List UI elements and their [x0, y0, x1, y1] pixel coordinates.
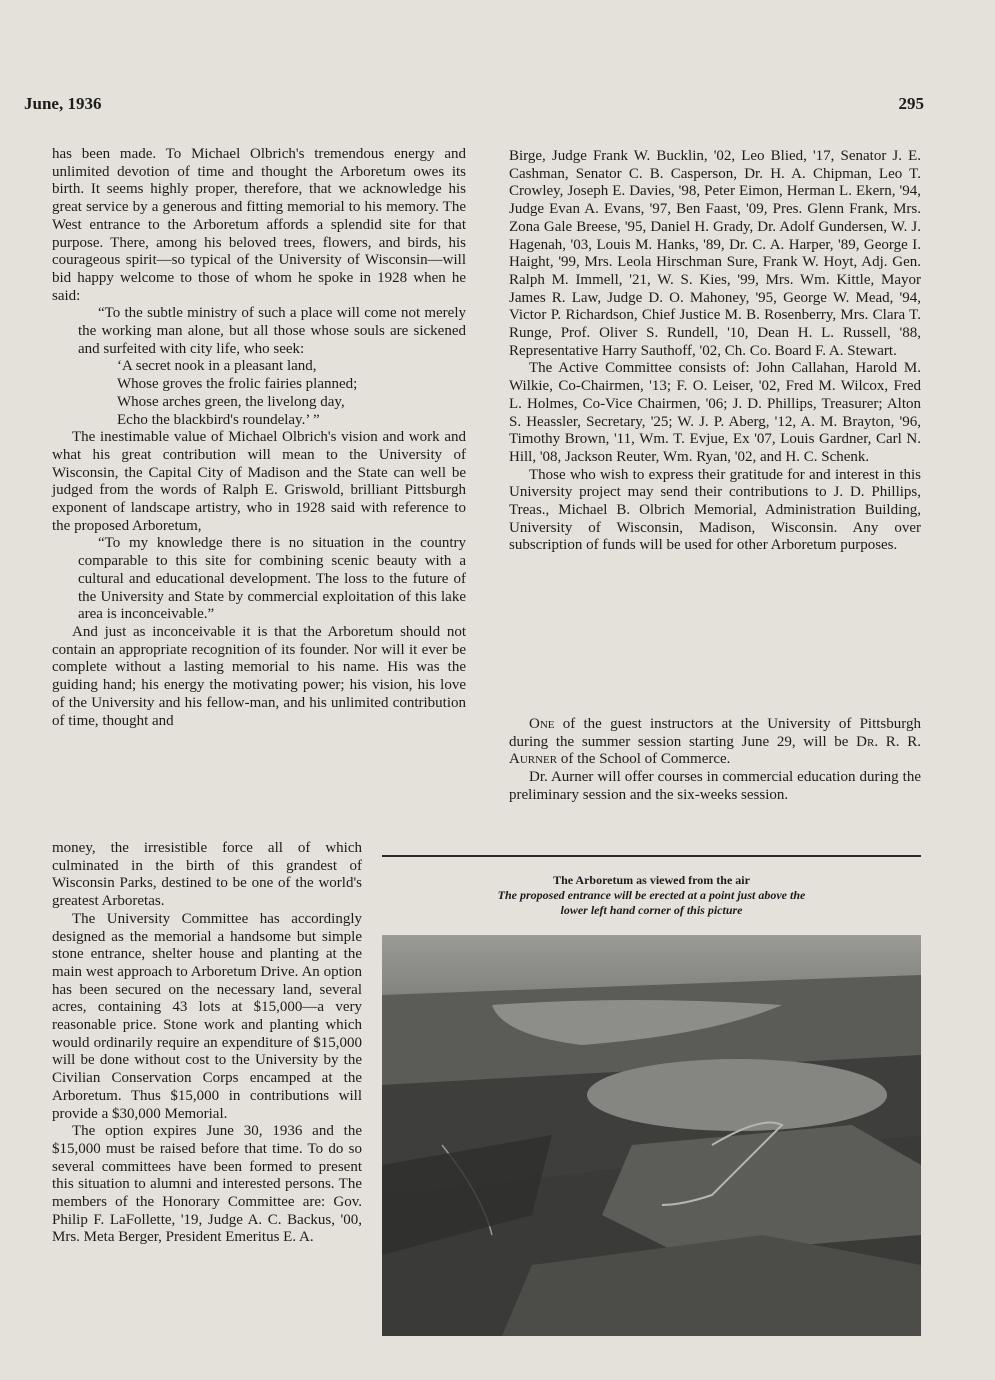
- aerial-photo-arboretum: [382, 935, 921, 1336]
- verse-line: ‘A secret nook in a pleasant land,: [117, 358, 317, 375]
- paragraph: The option expires June 30, 1936 and the $15,000 must be raised before that time. To do so several committees have been formed to present this situation to alumni and interested persons. The members of the Honorary Committee are: Gov. Philip F. LaFollette, '19, Judge A. C. Backus, '00, Mrs. Meta Berger, President Emeritus E. A.: [52, 1123, 362, 1246]
- page-number: 295: [898, 94, 924, 113]
- photo-caption: [382, 873, 921, 918]
- left-column-bottom: [52, 840, 362, 1247]
- left-column-top: [52, 146, 466, 730]
- page-header: [24, 94, 924, 118]
- guest-instructor-notice: [509, 716, 921, 805]
- verse-line: Echo the blackbird's roundelay.’ ”: [117, 411, 320, 428]
- paragraph: The inestimable value of Michael Olbrich's vision and work and what his great contribution will mean to the University of Wisconsin, the Capital City of Madison and the State can well be judged from the words of Ralph E. Griswold, brilliant Pittsburgh exponent of landscape artistry, who in 1928 said with reference to the proposed Arboretum,: [52, 429, 466, 534]
- paragraph: The Active Committee consists of: John Callahan, Harold M. Wilkie, Co-Chairmen, '13; F. O. Leiser, '02, Fred M. Wilcox, Fred L. Holmes, Co-Vice Chairmen, '06; J. D. Phillips, Treasurer; Alton S. Heassler, Secretary, '25; W. J. P. Aberg, '12, A. M. Brayton, '96, Timothy Brown, '11, Wm. T. Evjue, Ex '07, Louis Gardner, Carl N. Hill, '08, Jackson Reuter, Wm. Ryan, '02, and H. C. Schenk.: [509, 360, 921, 465]
- paragraph: The University Committee has accordingly designed as the memorial a handsome but simple stone entrance, shelter house and planting at the main west approach to Arboretum Drive. An option has been secured on the necessary land, several acres, containing 43 lots at $15,000—a very reasonable price. Stone work and planting which would ordinarily require an expenditure of $15,000 will be done without cost to the University by the Civilian Conservation Corps encamped at the Arboretum. Thus $15,000 in contributions will provide a $30,000 Memorial.: [52, 910, 362, 1122]
- paragraph: And just as inconceivable it is that the Arboretum should not contain an appropriate recognition of its founder. Nor will it ever be complete without a lasting memorial to his name. His was the guiding hand; his energy the motivating power; his vision, his love of the University and his fellow-man, and his unlimited contribution of time, thought and: [52, 623, 466, 729]
- quotation-paragraph: “To my knowledge there is no situation in the country comparable to this site for combining scenic beauty with a cultural and educational development. The loss to the future of the University and State by commercial exploitation of this lake area is inconceivable.”: [78, 535, 466, 623]
- caption-title: The Arboretum as viewed from the air: [553, 873, 750, 887]
- quotation-paragraph: “To the subtle ministry of such a place will come not merely the working man alone, but all those whose souls are sickened and surfeited with city life, who seek:: [78, 305, 466, 357]
- issue-date: June, 1936: [24, 94, 102, 113]
- right-column: [509, 148, 921, 555]
- aerial-photo-illustration: [382, 935, 921, 1336]
- notice-paragraph: Dr. Aurner will offer courses in commercial education during the preliminary session and the six-weeks session.: [509, 769, 921, 803]
- caption-line: The proposed entrance will be erected at a point just above the: [497, 888, 806, 902]
- section-divider: [382, 855, 921, 857]
- paragraph: has been made. To Michael Olbrich's tremendous energy and unlimited devotion of time and thought the Arboretum owes its birth. It seems highly proper, therefore, that we acknowledge his great service by a generous and fitting memorial to his memory. The West entrance to the Arboretum affords a splendid site for that purpose. There, among his beloved trees, flowers, and birds, his courageous spirit—so typical of the University of Wisconsin—will bid happy welcome to those of whom he spoke in 1928 when he said:: [52, 146, 466, 304]
- paragraph: Those who wish to express their gratitude for and interest in this University project may send their contributions to J. D. Phillips, Treas., Michael B. Olbrich Memorial, Administration Building, University of Wisconsin, Madison, Wisconsin. Any over subscription of funds will be used for other Arboretum purposes.: [509, 466, 921, 554]
- caption-line: lower left hand corner of this picture: [560, 903, 743, 917]
- notice-paragraph: One of the guest instructors at the University of Pittsburgh during the summer session starting June 29, will be Dr. R. R. Aurner of the School of Commerce.: [509, 716, 921, 768]
- verse-line: Whose arches green, the livelong day,: [117, 393, 345, 410]
- verse-line: Whose groves the frolic fairies planned;: [117, 376, 358, 393]
- paragraph: money, the irresistible force all of which culminated in the birth of this grandest of Wisconsin Parks, destined to be one of the world's greatest Arboretas.: [52, 840, 362, 910]
- paragraph: Birge, Judge Frank W. Bucklin, '02, Leo Blied, '17, Senator J. E. Cashman, Senator C. B. Casperson, Dr. H. A. Chipman, Leo T. Crowley, Joseph E. Davies, '98, Peter Eimon, Herman L. Ekern, '94, Judge Evan A. Evans, '97, Ben Faast, '09, Pres. Glenn Frank, Mrs. Zona Gale Breese, '95, Daniel H. Grady, Dr. Adolf Gundersen, W. J. Hagenah, '03, Louis M. Hanks, '89, Dr. C. A. Harper, '89, George I. Haight, '99, Mrs. Leola Hirschman Sure, Frank W. Hoyt, Adj. Gen. Ralph M. Immell, '21, W. S. Kies, '99, Mrs. Wm. Kittle, Mayor James R. Law, Judge D. O. Mahoney, '95, George W. Mead, '94, Victor P. Richardson, Chief Justice M. B. Rosenberry, Mrs. Clara T. Runge, Prof. Oliver S. Rundell, '10, Dean H. L. Russell, '88, Representative Harry Sauthoff, '02, Ch. Co. Board F. A. Stewart.: [509, 148, 921, 359]
